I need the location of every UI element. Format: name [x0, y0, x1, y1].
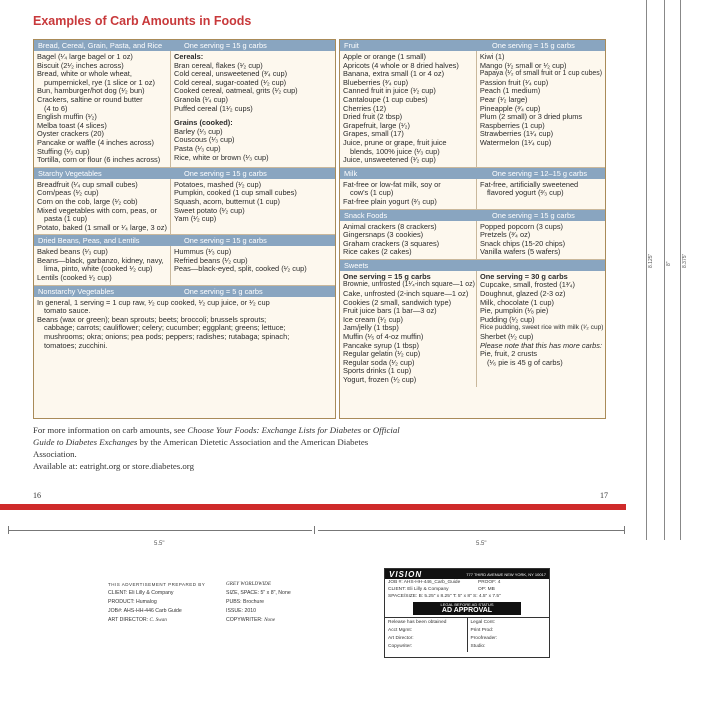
approval-title: AD APPROVAL [441, 607, 493, 614]
starchy-header [34, 168, 335, 179]
fruit-serving: One serving = 15 g carbs [492, 41, 575, 50]
slug-product: PRODUCT: Humalog [108, 599, 157, 605]
list-item: Raspberries (1 cup) [479, 120, 545, 130]
list-item: Pancake or waffle (4 inches across) [37, 137, 154, 147]
approval-grid [385, 617, 549, 652]
starchy-col1 [34, 179, 170, 235]
list-item: Rice, white or brown (¹⁄₃ cup) [174, 152, 269, 162]
list-item: Papaya (¹⁄₂ of small fruit or 1 cup cubes) [479, 70, 602, 78]
footnote-book1: Choose Your Foods: Exchange Lists for Diabetes [187, 425, 362, 435]
list-item: Lentils (cooked ¹⁄₂ cup) [37, 273, 112, 283]
list-item: Vanilla wafers (5 wafers) [480, 247, 561, 257]
list-item: Dried fruit (2 tbsp) [343, 112, 403, 122]
list-item: Pear (¹⁄₂ large) [479, 94, 528, 104]
list-item: Fat-free plain yogurt (²⁄₃ cup) [343, 196, 437, 206]
list-item: Bagel (¹⁄₄ large bagel or 1 oz) [37, 52, 133, 61]
approval-row [385, 593, 549, 600]
vertical-mark-2: 8" [666, 261, 672, 266]
list-item: Peas—black-eyed, split, cooked (¹⁄₂ cup) [174, 264, 307, 274]
slug-art-director: ART DIRECTOR: C. Swan [108, 617, 167, 623]
approval-cell: Proofreader: [470, 636, 498, 641]
list-item: Biscuit (2¹⁄₂ inches across) [37, 60, 124, 70]
fruit-heading: Fruit [344, 41, 359, 50]
crop-line [646, 0, 647, 540]
list-item: Grapes, small (17) [343, 129, 404, 139]
list-item: Refried beans (¹⁄₂ cup) [174, 255, 248, 265]
approval-cell: Studio: [470, 644, 486, 649]
footnote [33, 424, 413, 472]
starchy-col2 [170, 179, 335, 235]
trim-label-right: 5.5" [476, 541, 487, 547]
sweets-heading: Sweets [344, 260, 369, 270]
list-item: Cake, unfrosted (2-inch square—1 oz) [343, 289, 469, 299]
slug-prepared-by: THIS ADVERTISEMENT PREPARED BY [108, 582, 206, 587]
footnote-available: Available at: eatright.org or store.diabetes.org [33, 461, 194, 471]
list-item: Gingersnaps (3 cookies) [343, 230, 424, 240]
bread-col2 [170, 51, 335, 167]
approval-cell: Copywriter: [388, 644, 413, 649]
list-item: lima, pinto, white (cooked ¹⁄₂ cup) [44, 264, 153, 274]
fruit-col2 [476, 51, 605, 167]
grains-heading: Grains (cooked): [174, 118, 233, 128]
list-item: Pineapple (³⁄₄ cup) [479, 103, 541, 113]
list-item: Tortilla, corn or flour (6 inches across) [37, 155, 161, 165]
list-item: Pasta (¹⁄₃ cup) [174, 143, 221, 153]
list-item: Peach (1 medium) [479, 86, 541, 96]
approval-row [385, 579, 549, 586]
footnote-suffix: by the American Dietetic Association and the American Diabetes Association. [33, 437, 369, 459]
list-item: Yam (¹⁄₂ cup) [174, 214, 217, 224]
list-item: Rice cakes (2 cakes) [343, 247, 412, 257]
agency-address: 777 THIRD AVENUE NEW YORK, NY 10017 [466, 571, 546, 577]
trim-tick [8, 526, 9, 534]
list-item: Regular gelatin (¹⁄₂ cup) [343, 349, 421, 359]
list-item: English muffin (¹⁄₂) [37, 112, 97, 122]
list-item: Strawberries (1¹⁄₄ cup) [479, 129, 554, 139]
sweets-header [340, 260, 605, 271]
approval-op: OP: MB [478, 587, 495, 592]
list-item: Apple or orange (1 small) [343, 52, 426, 61]
slug-left [108, 580, 205, 625]
ad-approval-box [384, 568, 550, 658]
list-item: Canned fruit in juice (¹⁄₂ cup) [343, 86, 436, 96]
bread-header [34, 40, 335, 51]
trim-line-left [8, 530, 312, 531]
slug-issue: ISSUE: 2010 [226, 608, 256, 614]
nonstarchy-row [34, 297, 335, 353]
list-item: Brownie, unfrosted (1¹⁄₄-inch square—1 oz) [343, 281, 475, 289]
approval-cell: Art Director: [388, 636, 414, 641]
list-item: Juice, unsweetened (¹⁄₂ cup) [343, 155, 436, 165]
list-item: Hummus (¹⁄₃ cup) [174, 247, 232, 257]
sweets-col2 [476, 271, 607, 387]
list-item: Sherbet (¹⁄₂ cup) [480, 332, 534, 342]
vertical-mark-1: 8.125" [648, 253, 654, 268]
nonstarchy-col [34, 297, 335, 353]
list-item: Apricots (4 whole or 8 dried halves) [343, 60, 459, 70]
snack-heading: Snack Foods [344, 210, 388, 220]
starchy-row [34, 179, 335, 236]
list-item: Cantaloupe (1 cup cubes) [343, 94, 428, 104]
list-item: cabbage; carrots; cauliflower; celery; cucumber; eggplant; greens; lettuce; [44, 323, 286, 333]
slug-job: JOB#: AHS-HH-446 Carb Guide [108, 608, 182, 614]
list-item: blends, 100% juice (¹⁄₃ cup) [350, 146, 440, 156]
list-item: Fat-free, artificially sweetened [480, 179, 579, 189]
list-item: Cold cereal, sugar-coated (¹⁄₂ cup) [174, 77, 287, 87]
list-item: Barley (¹⁄₃ cup) [174, 126, 223, 136]
list-item: Pumpkin, cooked (1 cup small cubes) [174, 188, 297, 198]
milk-row [340, 179, 605, 210]
bread-row [34, 51, 335, 168]
sweets-note: Please note that this has more carbs: [480, 340, 603, 350]
list-item: Yogurt, frozen (¹⁄₂ cup) [343, 375, 417, 384]
list-item: Doughnut, glazed (2-3 oz) [480, 289, 566, 299]
list-item: Pudding (¹⁄₂ cup) [480, 314, 535, 324]
fruit-header [340, 40, 605, 51]
list-item: Pancake syrup (1 tbsp) [343, 340, 419, 350]
snack-header [340, 210, 605, 221]
list-item: Breadfruit (¹⁄₄ cup small cubes) [37, 179, 138, 189]
approval-job: JOB #: AHS-HH-446_Carb_Guide [388, 580, 461, 585]
approval-cell: Acct Mgmt: [388, 628, 412, 633]
vision-logo: VISION [389, 570, 423, 579]
slug-copywriter: COPYWRITER: None [226, 617, 276, 623]
bread-heading: Bread, Cereal, Grain, Pasta, and Rice [38, 41, 163, 50]
slug-size: SIZE, SPACE: 5" x 8", None [226, 590, 291, 596]
approval-client: CLIENT: Eli Lilly & Company [388, 587, 449, 592]
list-item: Cookies (2 small, sandwich type) [343, 297, 452, 307]
right-carb-table [339, 39, 606, 419]
slug-client: CLIENT: Eli Lilly & Company [108, 590, 174, 596]
approval-cell: Print Prod: [470, 628, 494, 633]
crop-line [680, 0, 681, 540]
list-item: Juice, prune or grape, fruit juice [343, 137, 447, 147]
list-item: Passion fruit (¹⁄₄ cup) [479, 77, 549, 87]
list-item: Couscous (¹⁄₃ cup) [174, 135, 235, 145]
list-item: Crackers, saltine or round butter [37, 94, 143, 104]
list-item: Mango (¹⁄₂ small or ¹⁄₂ cup) [479, 60, 567, 70]
page-number-left: 16 [33, 491, 41, 500]
page-title: Examples of Carb Amounts in Foods [33, 14, 252, 28]
nonstarchy-header [34, 286, 335, 297]
list-item: Grapefruit, large (¹⁄₂) [343, 120, 410, 130]
list-item: Jam/jelly (1 tbsp) [343, 323, 399, 333]
snack-col1 [340, 221, 476, 259]
list-item: Corn on the cob, large (¹⁄₂ cob) [37, 196, 138, 206]
list-item: Animal crackers (8 crackers) [343, 221, 437, 231]
approval-header [385, 569, 549, 579]
list-item: Baked beans (¹⁄₃ cup) [37, 247, 108, 257]
left-carb-table [33, 39, 336, 419]
list-item: Granola (¹⁄₄ cup) [174, 94, 228, 104]
trim-tick [314, 526, 315, 534]
list-item: cow's (1 cup) [350, 188, 394, 198]
sweets-row [340, 271, 605, 387]
list-item: Graham crackers (3 squares) [343, 238, 440, 248]
nonstarchy-heading: Nonstarchy Vegetables [38, 286, 115, 296]
fruit-row [340, 51, 605, 168]
approval-col-right [467, 618, 550, 652]
list-item: pumpernickel, rye (1 slice or 1 oz) [44, 77, 155, 87]
slug-right [226, 580, 291, 625]
list-item: (4 to 6) [44, 103, 68, 113]
list-item: Watermelon (1¹⁄₄ cup) [479, 137, 552, 147]
milk-col2 [476, 179, 605, 209]
list-item: Beans (wax or green); bean sprouts; beets; broccoli; brussels sprouts; [37, 314, 267, 324]
ad-approval-banner [413, 602, 521, 615]
approval-legal: LEGAL BEFORE AD STATUS [440, 602, 494, 607]
list-item: Rice pudding, sweet rice with milk (¹⁄₂ cup) [480, 324, 604, 332]
snack-col2 [476, 221, 605, 259]
list-item: In general, 1 serving = 1 cup raw, ¹⁄₂ cup cooked, ¹⁄₂ cup juice, or ¹⁄₂ cup [37, 297, 270, 307]
trim-label-left: 5.5" [154, 541, 165, 547]
list-item: Muffin (¹⁄₅ of 4-oz muffin) [343, 332, 424, 342]
approval-specs: SPACE/SIZE: B: 5.25" x 8.25" T: 5" x 8" S: 4.5" x 7.5" [388, 594, 501, 599]
approval-row [385, 586, 549, 593]
list-item: Potato, baked (1 small or ¹⁄₄ large, 3 oz) [37, 222, 167, 232]
list-item: flavored yogurt (²⁄₃ cup) [487, 188, 564, 198]
list-item: Ice cream (¹⁄₂ cup) [343, 314, 403, 324]
beans-row [34, 246, 335, 285]
list-item: Cupcake, small, frosted (1³⁄₄) [480, 280, 576, 290]
list-item: Cherries (12) [343, 103, 387, 113]
snack-serving: One serving = 15 g carbs [492, 210, 575, 220]
approval-cell: Release has been obtained [388, 620, 447, 625]
list-item: Regular soda (¹⁄₂ cup) [343, 357, 415, 367]
sweets-col1 [340, 271, 476, 387]
list-item: Beans—black, garbanzo, kidney, navy, [37, 255, 164, 265]
list-item: Cold cereal, unsweetened (³⁄₄ cup) [174, 69, 288, 79]
milk-heading: Milk [344, 168, 358, 178]
list-item: Kiwi (1) [479, 52, 505, 61]
list-item: Pie, pumpkin (¹⁄₈ pie) [480, 306, 549, 316]
list-item: Popped popcorn (3 cups) [480, 221, 563, 231]
beans-col2 [170, 246, 335, 284]
starchy-heading: Starchy Vegetables [38, 168, 102, 178]
list-item: Blueberries (³⁄₄ cup) [343, 77, 409, 87]
list-item: Snack chips (15-20 chips) [480, 238, 566, 248]
cereals-heading: Cereals: [174, 52, 204, 61]
list-item: Squash, acorn, butternut (1 cup) [174, 196, 280, 206]
bread-serving: One serving = 15 g carbs [184, 41, 267, 50]
snack-row [340, 221, 605, 260]
list-item: Sweet potato (¹⁄₂ cup) [174, 205, 245, 215]
list-item: Pretzels (³⁄₄ oz) [480, 230, 531, 240]
list-item: Mixed vegetables with corn, peas, or [37, 205, 157, 215]
beans-heading: Dried Beans, Peas, and Lentils [38, 236, 140, 246]
approval-cell: Legal Cont: [470, 620, 496, 625]
milk-col1 [340, 179, 476, 209]
list-item: Bran cereal, flakes (¹⁄₂ cup) [174, 60, 263, 70]
red-rule [0, 504, 626, 510]
nonstarchy-serving: One serving = 5 g carbs [184, 286, 263, 296]
list-item: Potatoes, mashed (¹⁄₂ cup) [174, 179, 262, 189]
beans-serving: One serving = 15 g carbs [184, 236, 267, 246]
list-item: (¹⁄₆ pie is 45 g of carbs) [487, 357, 563, 367]
trim-tick [624, 526, 625, 534]
list-item: Plum (2 small) or 3 dried plums [479, 112, 583, 122]
list-item: Oyster crackers (20) [37, 129, 104, 139]
list-item: Fat-free or low-fat milk, soy or [343, 179, 441, 189]
footnote-prefix: For more information on carb amounts, see [33, 425, 188, 435]
beans-col1 [34, 246, 170, 284]
list-item: Milk, chocolate (1 cup) [480, 297, 554, 307]
list-item: tomatoes; zucchini. [44, 340, 108, 350]
list-item: Bun, hamburger/hot dog (¹⁄₂ bun) [37, 86, 145, 96]
fruit-col1 [340, 51, 476, 167]
page-number-right: 17 [600, 491, 608, 500]
list-item: Corn/peas (¹⁄₂ cup) [37, 188, 99, 198]
footnote-book2: Official Guide to Diabetes Exchanges [33, 425, 400, 447]
list-item: Stuffing (¹⁄₃ cup) [37, 146, 90, 156]
crop-line [664, 0, 665, 540]
list-item: Cooked cereal, oatmeal, grits (¹⁄₂ cup) [174, 86, 298, 96]
sweets-serving-30: One serving = 30 g carbs [480, 271, 568, 281]
list-item: pasta (1 cup) [44, 214, 88, 224]
slug-agency: GREY WORLDWIDE [226, 581, 272, 587]
footnote-mid: or [361, 425, 373, 435]
approval-proof: PROOF: 4 [478, 580, 501, 585]
vertical-mark-3: 8.375" [682, 253, 688, 268]
list-item: Bread, white or whole wheat, [37, 69, 132, 79]
sweets-serving-15: One serving = 15 g carbs [343, 271, 431, 281]
starchy-serving: One serving = 15 g carbs [184, 168, 267, 178]
bread-col1 [34, 51, 170, 167]
beans-header [34, 235, 335, 246]
list-item: tomato sauce. [44, 306, 91, 316]
list-item: Pie, fruit, 2 crusts [480, 349, 538, 359]
list-item: Puffed cereal (1¹⁄₂ cups) [174, 103, 253, 113]
approval-col-left [385, 618, 467, 652]
list-item: Sports drinks (1 cup) [343, 366, 412, 376]
milk-header [340, 168, 605, 179]
list-item: mushrooms; okra; onions; pea pods; peppers; radishes; rutabaga; spinach; [44, 332, 290, 342]
slug-pubs: PUBS: Brochure [226, 599, 265, 605]
trim-line-right [318, 530, 624, 531]
list-item: Fruit juice bars (1 bar—3 oz) [343, 306, 437, 316]
milk-serving: One serving = 12–15 g carbs [492, 168, 588, 178]
list-item: Banana, extra small (1 or 4 oz) [343, 69, 445, 79]
list-item: Melba toast (4 slices) [37, 120, 107, 130]
